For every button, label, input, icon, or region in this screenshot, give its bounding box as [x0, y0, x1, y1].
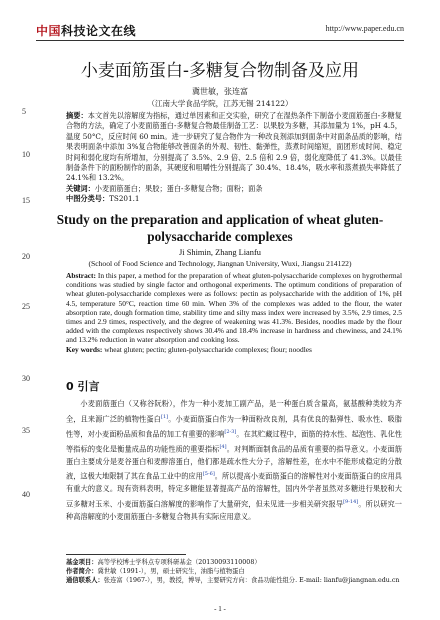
fund-text: 高等学校博士学科点专项科研基金（20130093110008）	[97, 559, 261, 566]
footnote-contact	[66, 576, 402, 585]
abstract-en-text: In this paper, a method for the preparation of wheat gluten-polysaccharide complexes on hygrothermal conditions was studied by single factor and orthogonal experiments. The optimum conditions of preparation of wheat gluten-polysaccharide complexes were as follows: pectin as polysaccharide with the addition of 1%, pH 4.5, temperature 50°C, reaction time 60 min. When 3% of the complexes was added to the flour, the water absorption rate, dough formation time, stability time and silty mass index were increased by 3.5%, 2.9 times, 2.5 times and 2.9 times, respectively, and the degree of weakening was 41.3%. Besides, noodles made by the flour added with the complexes respectively shows 30.4% and 18.4% increase in hardness and chewiness, and 24.1% and 13.2% reduction in water absorption and cooking loss.	[66, 271, 402, 345]
fund-label: 基金项目：	[66, 559, 98, 566]
keywords-label: 关键词：	[66, 183, 95, 193]
abstract-chinese	[66, 111, 402, 205]
line-number-5: 5	[22, 107, 26, 116]
introduction-body	[66, 398, 402, 523]
title-english: Study on the preparation and application of wheat gluten-polysaccharide complexes	[56, 212, 384, 244]
affiliation-chinese: （江南大学食品学院，江苏无锡 214122）	[147, 99, 293, 108]
affiliation-english: (School of Food Science and Technology, Jiangnan University, Wuxi, Jiangsu 214122)	[88, 259, 352, 268]
author-text: 冀世敏（1991-），男，硕士研究生，油脂与植物蛋白	[97, 568, 245, 575]
line-number-10: 10	[22, 150, 30, 159]
page-header	[36, 22, 404, 38]
footnotes	[66, 558, 402, 585]
contact-text: 张连富（1967-），男，教授，博导，主要研究方向：食品功能性组分. E-mail: lianfu@jiangnan.edu.cn	[103, 577, 400, 584]
clc-text: TS201.1	[109, 194, 140, 204]
section-heading: 0 引言	[66, 380, 100, 393]
abstract-label: 摘要：	[66, 111, 88, 120]
footnote-fund	[66, 558, 402, 567]
contact-label: 通信联系人：	[66, 577, 104, 584]
line-number-35: 35	[22, 426, 30, 435]
intro-text-3: 。在其贮藏过程中，面筋的持水性、起泡性、乳化性等指标的变化是衡量成品的功能性质的重要指标	[66, 428, 402, 453]
logo-black-text: 科技论文在线	[61, 24, 137, 38]
logo-red-text: 中国	[36, 24, 62, 38]
keywords-en-label: Key words:	[66, 344, 103, 354]
abstract-english	[66, 271, 402, 354]
intro-text-2: 。小麦面筋蛋白作为一种面粉改良剂，具有优良的黏弹性、吸水性、吸脂性等，对小麦面粉品质和食品的加工有重要的影响	[66, 413, 402, 438]
abstract-en-label: Abstract:	[66, 271, 96, 280]
intro-text-6: 。所以研究一种高溶解度的小麦面筋蛋白-多糖复合物具有实际应用意义。	[66, 499, 402, 521]
clc-label: 中图分类号：	[66, 194, 110, 204]
citation-3[interactable]: [4]	[219, 443, 227, 450]
citation-5[interactable]: [9-14]	[343, 498, 359, 505]
intro-text-5: 。所以提高小麦面筋蛋白的溶解性对小麦面筋蛋白的应用具有重大的意义。现有资料表明，特定多糖能显著提高产品的溶解性，国内外学者虽然对多糖进行果胶和大豆多糖对玉米、小麦面筋蛋白溶解度的影响作了大量研究，但未见进一步相关研究报导	[66, 471, 402, 509]
abstract-text: 本文首先以溶解度为指标，通过单因素和正交实验，研究了在湿热条件下制备小麦面筋蛋白-多糖复合物的方法，确定了小麦面筋蛋白-多糖复合物最佳制备工艺：以果胶为多糖，其添加量为 1%，pH 4.5，温度 50°C，反应时间 60 min。进一步研究了复合物作为一种改良剂添加到面条中对面条品质的影响，结果表明面条中添加 3%复合物能够改善面条的外观、韧性、黏弹性，蒸煮时间缩短，面团形成时间、稳定时间和弱化度均有所增加，分别提高了 3.5%、2.9 倍、2.5 倍和 2.9 倍，弱化度降低了 41.3%。以最佳制备条件下的面粉制作的面条，其硬度和咀嚼性分别提高了 30.4%、18.4%，吸水率和蒸煮损失率降低了 24.1%和 13.2%。	[66, 111, 402, 183]
site-logo	[36, 22, 136, 39]
keywords-text: 小麦面筋蛋白；果胶；蛋白-多糖复合物；面粉；面条	[94, 183, 263, 193]
footnote-rule	[66, 554, 186, 555]
intro-text-4: 。对判断面制食品的品质有重要的指导意义。小麦面筋蛋白主要成分是麦谷蛋白和麦醇溶蛋白，他们都是疏水性大分子，溶解性差，在水中不能形成稳定的分散液，这极大地限制了其在食品工业中的应用	[66, 443, 402, 481]
keywords-en-text: wheat gluten; pectin; gluten-polysaccharide complexes; flour; noodles	[104, 344, 312, 354]
citation-2[interactable]: [2-3]	[224, 428, 237, 435]
authors-chinese: 冀世敏，张连富	[192, 87, 248, 96]
citation-1[interactable]: [1]	[161, 413, 169, 420]
line-number-15: 15	[22, 196, 30, 205]
line-number-30: 30	[22, 374, 30, 383]
site-url[interactable]: http://www.paper.edu.cn	[325, 24, 404, 33]
line-number-25: 25	[22, 302, 30, 311]
page-number: - 1 -	[214, 605, 226, 613]
line-number-40: 40	[22, 490, 30, 499]
header-rule	[36, 40, 404, 41]
title-chinese: 小麦面筋蛋白-多糖复合物制备及应用	[80, 61, 360, 81]
authors-english: Ji Shimin, Zhang Lianfu	[179, 248, 261, 257]
intro-text-1: 小麦面筋蛋白（又称谷阮粉），作为一种小麦加工副产品，是一种蛋白质含量高，氨基酸种类较为齐全，且来源广泛的植物性蛋白	[66, 399, 402, 423]
footnote-author	[66, 567, 402, 576]
citation-4[interactable]: [5-6]	[202, 471, 215, 478]
author-label: 作者简介：	[66, 568, 98, 575]
line-number-20: 20	[22, 252, 30, 261]
